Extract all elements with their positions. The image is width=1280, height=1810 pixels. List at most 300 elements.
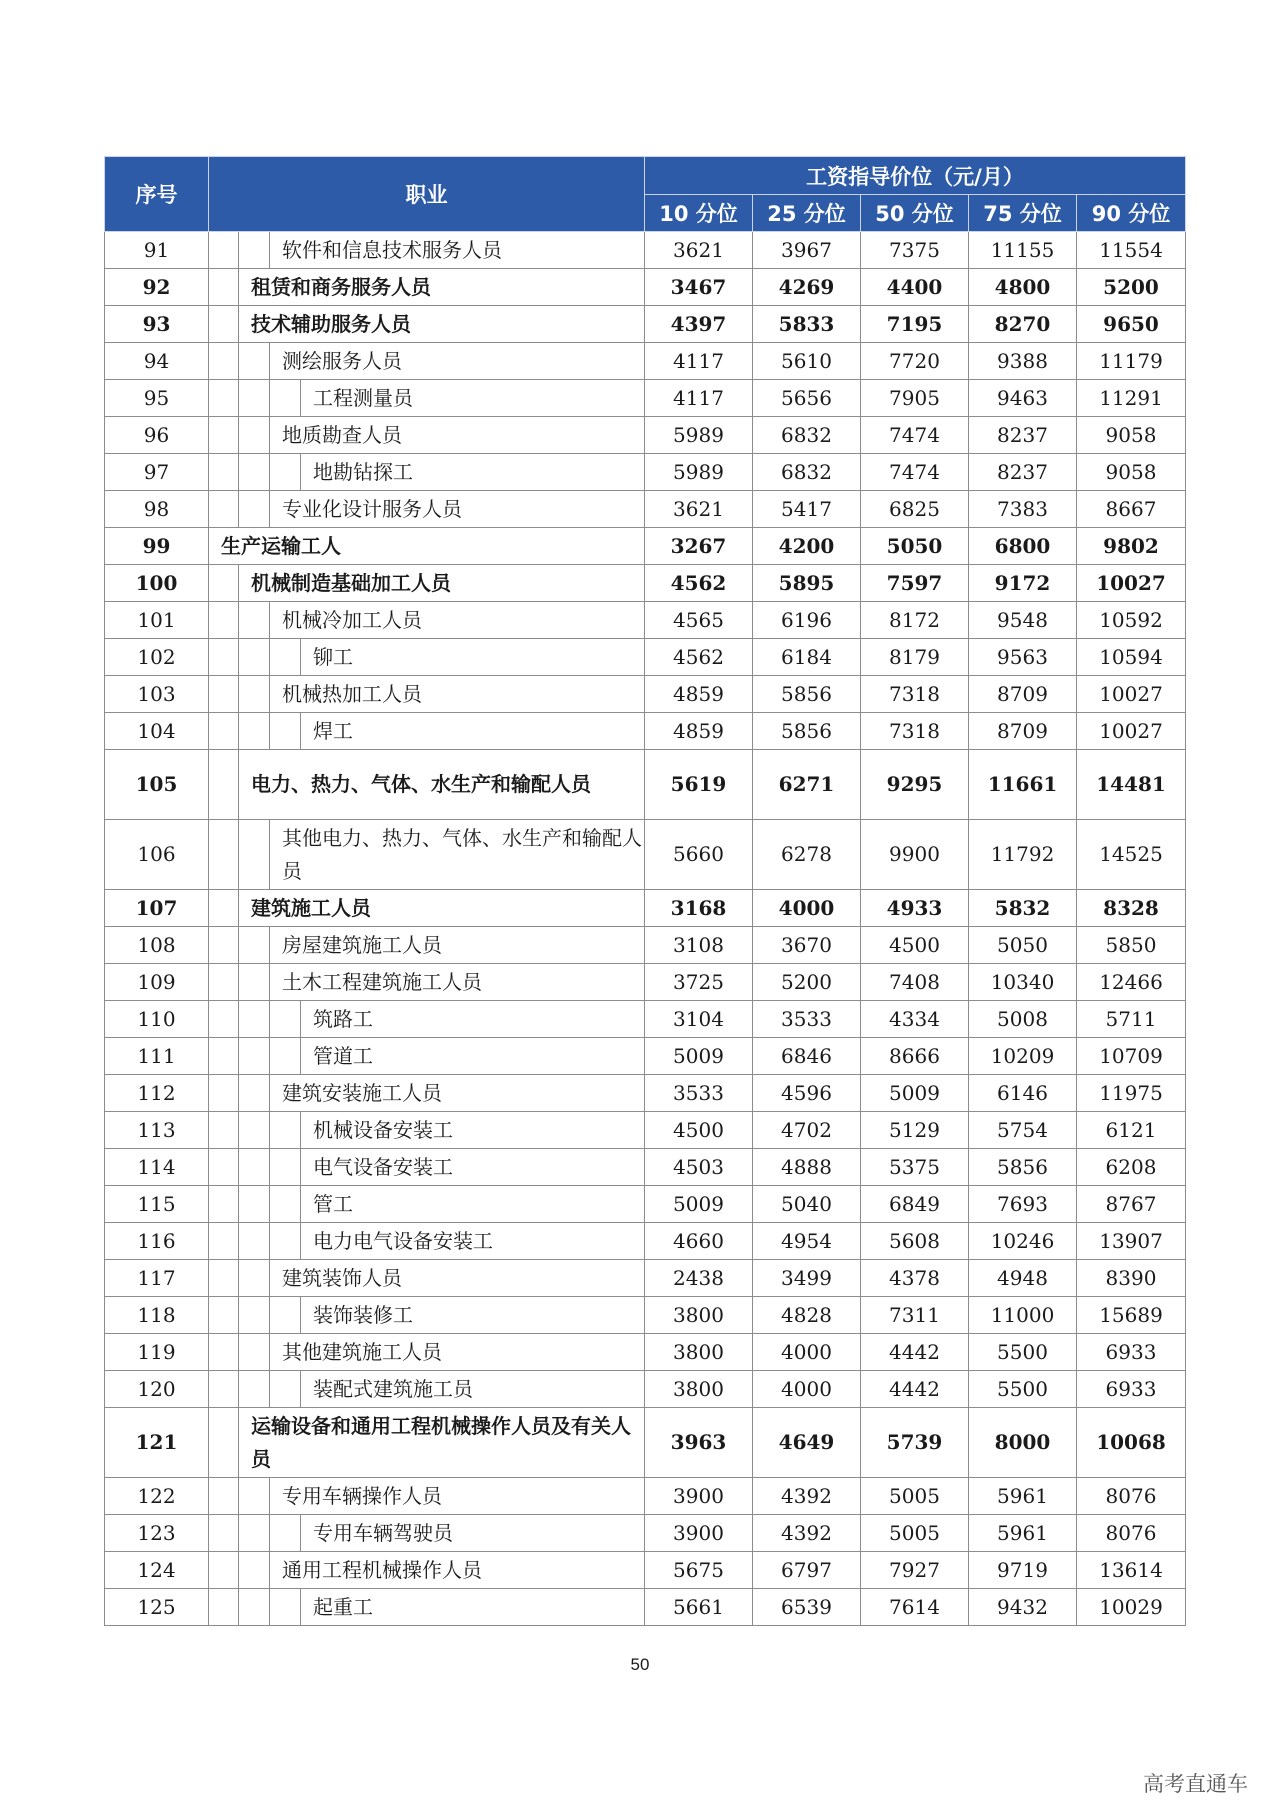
row-value-p50: 7375: [861, 232, 969, 269]
row-value-p90: 14525: [1077, 820, 1186, 890]
row-value-p75: 10246: [969, 1223, 1077, 1260]
row-value-p75: 5008: [969, 1001, 1077, 1038]
row-occupation: 电气设备安装工: [301, 1149, 645, 1186]
row-value-p90: 10029: [1077, 1589, 1186, 1626]
indent-cell: [209, 565, 239, 602]
indent-cell: [209, 380, 239, 417]
row-value-p75: 5856: [969, 1149, 1077, 1186]
table-row: [105, 1075, 1186, 1112]
row-value-p50: 5608: [861, 1223, 969, 1260]
row-value-p25: 4392: [753, 1478, 861, 1515]
header-seq: 序号: [105, 157, 209, 232]
row-seq: 101: [105, 602, 209, 639]
indent-cell: [270, 454, 301, 491]
indent-cell: [239, 232, 270, 269]
row-value-p90: 9058: [1077, 417, 1186, 454]
row-value-p75: 8000: [969, 1408, 1077, 1478]
indent-cell: [239, 1001, 270, 1038]
row-value-p10: 5675: [645, 1552, 753, 1589]
indent-cell: [239, 713, 270, 750]
indent-cell: [239, 1223, 270, 1260]
row-value-p50: 6849: [861, 1186, 969, 1223]
watermark-text: 高考直通车: [1143, 1772, 1248, 1796]
row-seq: 111: [105, 1038, 209, 1075]
row-value-p50: 5005: [861, 1515, 969, 1552]
indent-cell: [209, 232, 239, 269]
row-value-p75: 9432: [969, 1589, 1077, 1626]
row-value-p50: 5739: [861, 1408, 969, 1478]
row-value-p10: 3900: [645, 1515, 753, 1552]
row-value-p90: 11291: [1077, 380, 1186, 417]
row-value-p25: 4000: [753, 1334, 861, 1371]
row-occupation: 机械制造基础加工人员: [239, 565, 645, 602]
row-seq: 104: [105, 713, 209, 750]
row-value-p90: 5200: [1077, 269, 1186, 306]
row-value-p90: 6933: [1077, 1334, 1186, 1371]
table-row: [105, 269, 1186, 306]
indent-cell: [239, 380, 270, 417]
row-value-p50: 8172: [861, 602, 969, 639]
row-value-p90: 12466: [1077, 964, 1186, 1001]
indent-cell: [209, 454, 239, 491]
row-value-p75: 10209: [969, 1038, 1077, 1075]
row-occupation: 电力电气设备安装工: [301, 1223, 645, 1260]
table-row: [105, 1515, 1186, 1552]
indent-cell: [209, 890, 239, 927]
row-value-p25: 6846: [753, 1038, 861, 1075]
row-value-p90: 10027: [1077, 676, 1186, 713]
row-seq: 103: [105, 676, 209, 713]
row-value-p25: 5856: [753, 676, 861, 713]
row-seq: 108: [105, 927, 209, 964]
row-value-p25: 6539: [753, 1589, 861, 1626]
indent-cell: [209, 1371, 239, 1408]
table-row: [105, 639, 1186, 676]
indent-cell: [209, 927, 239, 964]
row-occupation: 运输设备和通用工程机械操作人员及有关人员: [239, 1408, 645, 1478]
indent-cell: [270, 1149, 301, 1186]
row-value-p25: 3533: [753, 1001, 861, 1038]
table-row: [105, 1223, 1186, 1260]
row-occupation: 起重工: [301, 1589, 645, 1626]
row-value-p25: 3967: [753, 232, 861, 269]
row-value-p50: 7905: [861, 380, 969, 417]
row-value-p90: 8667: [1077, 491, 1186, 528]
indent-cell: [270, 1371, 301, 1408]
header-occupation: 职业: [209, 157, 645, 232]
row-value-p50: 7474: [861, 417, 969, 454]
row-occupation: 租赁和商务服务人员: [239, 269, 645, 306]
indent-cell: [209, 1038, 239, 1075]
indent-cell: [209, 1260, 239, 1297]
indent-cell: [209, 602, 239, 639]
row-value-p10: 3800: [645, 1334, 753, 1371]
row-value-p25: 5895: [753, 565, 861, 602]
row-value-p75: 9719: [969, 1552, 1077, 1589]
row-value-p25: 6797: [753, 1552, 861, 1589]
table-row: [105, 927, 1186, 964]
row-value-p90: 15689: [1077, 1297, 1186, 1334]
row-value-p25: 6271: [753, 750, 861, 820]
row-value-p90: 10068: [1077, 1408, 1186, 1478]
row-occupation: 软件和信息技术服务人员: [270, 232, 645, 269]
row-value-p10: 3108: [645, 927, 753, 964]
row-seq: 121: [105, 1408, 209, 1478]
row-value-p50: 7408: [861, 964, 969, 1001]
row-value-p75: 4800: [969, 269, 1077, 306]
row-seq: 102: [105, 639, 209, 676]
row-value-p50: 7311: [861, 1297, 969, 1334]
row-occupation: 技术辅助服务人员: [239, 306, 645, 343]
indent-cell: [239, 1260, 270, 1297]
table-row: [105, 1260, 1186, 1297]
row-value-p25: 5656: [753, 380, 861, 417]
table-row: [105, 750, 1186, 820]
row-value-p25: 6184: [753, 639, 861, 676]
row-occupation: 专业化设计服务人员: [270, 491, 645, 528]
indent-cell: [270, 1515, 301, 1552]
indent-cell: [209, 1001, 239, 1038]
row-value-p75: 8270: [969, 306, 1077, 343]
row-occupation: 专用车辆驾驶员: [301, 1515, 645, 1552]
row-value-p75: 8709: [969, 713, 1077, 750]
row-value-p50: 4933: [861, 890, 969, 927]
row-value-p90: 8076: [1077, 1515, 1186, 1552]
table-row: [105, 1112, 1186, 1149]
row-value-p25: 4954: [753, 1223, 861, 1260]
indent-cell: [270, 1112, 301, 1149]
row-value-p25: 6278: [753, 820, 861, 890]
row-occupation: 装配式建筑施工员: [301, 1371, 645, 1408]
row-value-p10: 3725: [645, 964, 753, 1001]
row-value-p50: 8666: [861, 1038, 969, 1075]
indent-cell: [239, 1149, 270, 1186]
indent-cell: [239, 1589, 270, 1626]
row-value-p10: 5660: [645, 820, 753, 890]
row-value-p50: 4334: [861, 1001, 969, 1038]
row-value-p90: 9058: [1077, 454, 1186, 491]
row-value-p90: 6933: [1077, 1371, 1186, 1408]
table-row: [105, 1334, 1186, 1371]
row-value-p90: 6208: [1077, 1149, 1186, 1186]
row-seq: 110: [105, 1001, 209, 1038]
row-seq: 106: [105, 820, 209, 890]
row-value-p90: 11554: [1077, 232, 1186, 269]
row-seq: 113: [105, 1112, 209, 1149]
indent-cell: [239, 1297, 270, 1334]
row-value-p75: 11155: [969, 232, 1077, 269]
indent-cell: [209, 1223, 239, 1260]
row-value-p25: 4000: [753, 890, 861, 927]
row-value-p75: 7693: [969, 1186, 1077, 1223]
table-row: [105, 1297, 1186, 1334]
row-value-p10: 3963: [645, 1408, 753, 1478]
row-value-p75: 9548: [969, 602, 1077, 639]
indent-cell: [239, 1038, 270, 1075]
row-value-p90: 8390: [1077, 1260, 1186, 1297]
row-value-p75: 9463: [969, 380, 1077, 417]
row-value-p10: 4660: [645, 1223, 753, 1260]
header-p50: 50 分位: [861, 195, 969, 232]
row-value-p75: 5961: [969, 1478, 1077, 1515]
table-row: [105, 380, 1186, 417]
row-occupation: 工程测量员: [301, 380, 645, 417]
row-seq: 91: [105, 232, 209, 269]
row-value-p50: 4442: [861, 1371, 969, 1408]
row-value-p25: 5040: [753, 1186, 861, 1223]
table-row: [105, 713, 1186, 750]
row-occupation: 其他建筑施工人员: [270, 1334, 645, 1371]
row-value-p50: 5009: [861, 1075, 969, 1112]
row-seq: 92: [105, 269, 209, 306]
row-value-p10: 3800: [645, 1297, 753, 1334]
indent-cell: [270, 1297, 301, 1334]
row-occupation: 铆工: [301, 639, 645, 676]
row-value-p10: 4859: [645, 713, 753, 750]
row-value-p10: 3533: [645, 1075, 753, 1112]
row-value-p50: 8179: [861, 639, 969, 676]
row-value-p10: 4503: [645, 1149, 753, 1186]
row-seq: 115: [105, 1186, 209, 1223]
row-value-p10: 3104: [645, 1001, 753, 1038]
row-seq: 112: [105, 1075, 209, 1112]
row-occupation: 生产运输工人: [209, 528, 645, 565]
header-p10: 10 分位: [645, 195, 753, 232]
indent-cell: [209, 676, 239, 713]
page-number: 50: [630, 1655, 650, 1674]
row-value-p10: 5009: [645, 1186, 753, 1223]
row-value-p75: 10340: [969, 964, 1077, 1001]
row-value-p50: 7195: [861, 306, 969, 343]
indent-cell: [209, 713, 239, 750]
table-row: [105, 1589, 1186, 1626]
indent-cell: [239, 417, 270, 454]
indent-cell: [270, 713, 301, 750]
indent-cell: [209, 269, 239, 306]
row-value-p25: 5610: [753, 343, 861, 380]
row-value-p25: 5200: [753, 964, 861, 1001]
row-seq: 122: [105, 1478, 209, 1515]
row-value-p90: 10027: [1077, 565, 1186, 602]
indent-cell: [270, 1589, 301, 1626]
row-value-p75: 6800: [969, 528, 1077, 565]
row-seq: 98: [105, 491, 209, 528]
indent-cell: [239, 454, 270, 491]
indent-cell: [209, 417, 239, 454]
row-value-p90: 14481: [1077, 750, 1186, 820]
row-seq: 96: [105, 417, 209, 454]
row-value-p25: 5417: [753, 491, 861, 528]
row-value-p50: 7474: [861, 454, 969, 491]
indent-cell: [270, 639, 301, 676]
row-seq: 123: [105, 1515, 209, 1552]
indent-cell: [239, 491, 270, 528]
header-wage-group: 工资指导价位（元/月）: [645, 157, 1186, 195]
indent-cell: [270, 1001, 301, 1038]
row-value-p90: 11179: [1077, 343, 1186, 380]
row-value-p10: 4565: [645, 602, 753, 639]
row-value-p25: 4000: [753, 1371, 861, 1408]
indent-cell: [209, 639, 239, 676]
table-row: [105, 1001, 1186, 1038]
row-occupation: 装饰装修工: [301, 1297, 645, 1334]
indent-cell: [239, 1334, 270, 1371]
row-value-p10: 4397: [645, 306, 753, 343]
row-value-p75: 5500: [969, 1371, 1077, 1408]
row-value-p25: 3670: [753, 927, 861, 964]
row-value-p75: 11792: [969, 820, 1077, 890]
row-seq: 109: [105, 964, 209, 1001]
row-value-p25: 4828: [753, 1297, 861, 1334]
row-value-p10: 5989: [645, 417, 753, 454]
row-value-p90: 8328: [1077, 890, 1186, 927]
row-occupation: 建筑装饰人员: [270, 1260, 645, 1297]
table-row: [105, 964, 1186, 1001]
indent-cell: [239, 639, 270, 676]
row-value-p50: 7927: [861, 1552, 969, 1589]
table-row: [105, 890, 1186, 927]
row-value-p10: 3621: [645, 232, 753, 269]
row-value-p25: 5833: [753, 306, 861, 343]
row-occupation: 管道工: [301, 1038, 645, 1075]
row-seq: 95: [105, 380, 209, 417]
row-value-p75: 8709: [969, 676, 1077, 713]
indent-cell: [239, 676, 270, 713]
row-value-p75: 5832: [969, 890, 1077, 927]
row-value-p50: 5129: [861, 1112, 969, 1149]
row-occupation: 管工: [301, 1186, 645, 1223]
indent-cell: [270, 1038, 301, 1075]
row-value-p50: 5050: [861, 528, 969, 565]
row-value-p50: 7614: [861, 1589, 969, 1626]
row-occupation: 地质勘查人员: [270, 417, 645, 454]
row-occupation: 地勘钻探工: [301, 454, 645, 491]
table-row: [105, 602, 1186, 639]
indent-cell: [239, 964, 270, 1001]
row-value-p10: 3168: [645, 890, 753, 927]
table-row: [105, 1038, 1186, 1075]
row-value-p90: 10709: [1077, 1038, 1186, 1075]
row-value-p50: 4378: [861, 1260, 969, 1297]
row-value-p90: 13614: [1077, 1552, 1186, 1589]
row-value-p25: 4702: [753, 1112, 861, 1149]
row-seq: 125: [105, 1589, 209, 1626]
indent-cell: [209, 1186, 239, 1223]
row-value-p90: 10592: [1077, 602, 1186, 639]
row-value-p75: 8237: [969, 417, 1077, 454]
row-occupation: 筑路工: [301, 1001, 645, 1038]
header-p75: 75 分位: [969, 195, 1077, 232]
row-value-p75: 11661: [969, 750, 1077, 820]
row-value-p25: 5856: [753, 713, 861, 750]
header-p25: 25 分位: [753, 195, 861, 232]
indent-cell: [209, 343, 239, 380]
row-seq: 120: [105, 1371, 209, 1408]
table-row: [105, 417, 1186, 454]
row-value-p75: 5050: [969, 927, 1077, 964]
row-seq: 100: [105, 565, 209, 602]
row-value-p10: 3467: [645, 269, 753, 306]
row-seq: 118: [105, 1297, 209, 1334]
indent-cell: [209, 1408, 239, 1478]
indent-cell: [239, 1552, 270, 1589]
row-value-p75: 5500: [969, 1334, 1077, 1371]
row-value-p75: 6146: [969, 1075, 1077, 1112]
row-value-p75: 11000: [969, 1297, 1077, 1334]
row-value-p25: 4269: [753, 269, 861, 306]
table-row: [105, 343, 1186, 380]
row-value-p25: 4888: [753, 1149, 861, 1186]
row-value-p50: 7318: [861, 713, 969, 750]
table-row: [105, 1371, 1186, 1408]
row-value-p10: 3621: [645, 491, 753, 528]
indent-cell: [209, 1515, 239, 1552]
indent-cell: [239, 602, 270, 639]
row-value-p90: 9650: [1077, 306, 1186, 343]
row-value-p10: 4562: [645, 565, 753, 602]
row-value-p75: 9388: [969, 343, 1077, 380]
row-value-p50: 7720: [861, 343, 969, 380]
indent-cell: [239, 820, 270, 890]
row-value-p90: 10594: [1077, 639, 1186, 676]
row-occupation: 建筑施工人员: [239, 890, 645, 927]
row-value-p25: 6196: [753, 602, 861, 639]
row-value-p25: 4649: [753, 1408, 861, 1478]
row-value-p50: 9900: [861, 820, 969, 890]
table-row: [105, 1408, 1186, 1478]
indent-cell: [239, 1371, 270, 1408]
row-value-p75: 4948: [969, 1260, 1077, 1297]
row-occupation: 通用工程机械操作人员: [270, 1552, 645, 1589]
row-value-p10: 5989: [645, 454, 753, 491]
row-seq: 97: [105, 454, 209, 491]
row-occupation: 土木工程建筑施工人员: [270, 964, 645, 1001]
row-value-p50: 7597: [861, 565, 969, 602]
indent-cell: [239, 1186, 270, 1223]
row-seq: 116: [105, 1223, 209, 1260]
indent-cell: [239, 343, 270, 380]
row-value-p50: 5375: [861, 1149, 969, 1186]
row-value-p10: 3267: [645, 528, 753, 565]
row-value-p50: 6825: [861, 491, 969, 528]
row-value-p90: 9802: [1077, 528, 1186, 565]
table-row: [105, 1478, 1186, 1515]
indent-cell: [209, 1478, 239, 1515]
row-value-p25: 6832: [753, 454, 861, 491]
indent-cell: [209, 1552, 239, 1589]
indent-cell: [239, 927, 270, 964]
row-value-p10: 5619: [645, 750, 753, 820]
row-seq: 117: [105, 1260, 209, 1297]
table-body: [105, 232, 1186, 1626]
row-occupation: 电力、热力、气体、水生产和输配人员: [239, 750, 645, 820]
row-value-p10: 4859: [645, 676, 753, 713]
table-row: [105, 1552, 1186, 1589]
row-value-p10: 2438: [645, 1260, 753, 1297]
table-row: [105, 676, 1186, 713]
row-seq: 124: [105, 1552, 209, 1589]
indent-cell: [270, 1223, 301, 1260]
table-row: [105, 454, 1186, 491]
row-occupation: 建筑安装施工人员: [270, 1075, 645, 1112]
indent-cell: [239, 1478, 270, 1515]
row-occupation: 其他电力、热力、气体、水生产和输配人员: [270, 820, 645, 890]
row-seq: 105: [105, 750, 209, 820]
row-seq: 119: [105, 1334, 209, 1371]
row-value-p50: 4500: [861, 927, 969, 964]
row-value-p75: 5754: [969, 1112, 1077, 1149]
row-value-p10: 3800: [645, 1371, 753, 1408]
